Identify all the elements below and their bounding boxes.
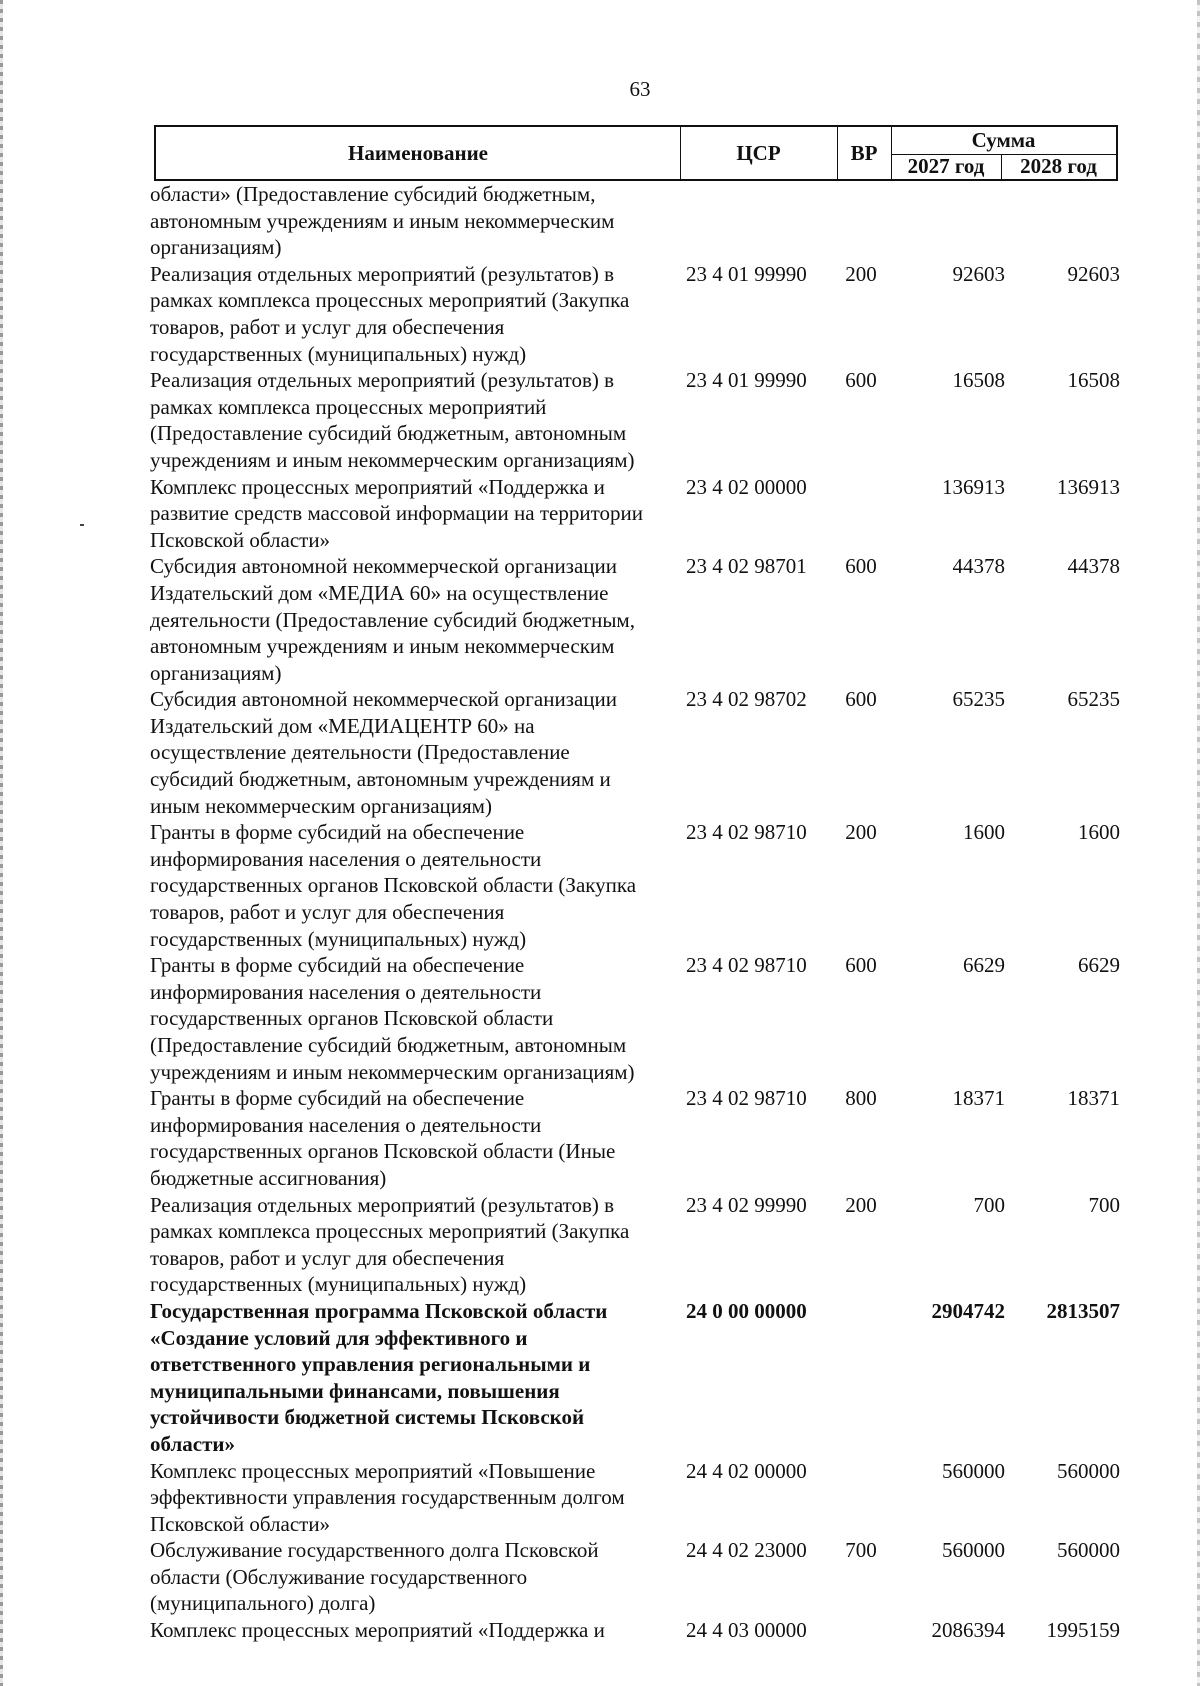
table-body [150, 181, 1120, 1644]
table-row [150, 553, 1120, 686]
row-sum-2027: 560000 [942, 1538, 1005, 1563]
header-vr: ВР [837, 127, 892, 179]
row-name-line: государственных (муниципальных) нужд) [150, 341, 527, 366]
row-name-line: Комплекс процессных мероприятий «Поддержка и [150, 1618, 605, 1643]
row-name-line: эффективности управления государственным долгом [150, 1485, 625, 1510]
row-name-line: бюджетные ассигнования) [150, 1165, 387, 1190]
row-name-line: государственных органов Псковской области (Закупка [150, 873, 637, 898]
row-sum-2028: 136913 [1057, 474, 1120, 499]
row-name [150, 553, 670, 686]
table-row [150, 952, 1120, 1085]
row-vr [836, 1617, 886, 1644]
row-name [150, 819, 670, 952]
row-name-line: Реализация отдельных мероприятий (результатов) в [150, 368, 615, 393]
row-name-line: товаров, работ и услуг для обеспечения [150, 1245, 505, 1270]
row-vr: 700 [845, 1538, 877, 1563]
row-name-line: рамках комплекса процессных мероприятий (Закупка [150, 1219, 630, 1244]
header-csr: ЦСР [680, 127, 838, 179]
row-sum-2027: 136913 [942, 474, 1005, 499]
table-header [154, 125, 1118, 181]
header-sum: Сумма [891, 127, 1116, 155]
table-row [150, 367, 1120, 473]
header-year-2027: 2027 год [891, 154, 1002, 179]
row-sum-2027: 92603 [952, 261, 1005, 286]
row-name-line: рамках комплекса процессных мероприятий [150, 394, 547, 419]
row-name-line: «Создание условий для эффективного и [150, 1325, 528, 1350]
row-name [150, 1192, 670, 1298]
row-name-line: иным некоммерческим организациям) [150, 793, 492, 818]
row-name-line: товаров, работ и услуг для обеспечения [150, 900, 505, 925]
row-csr: 23 4 01 99990 [686, 261, 807, 286]
row-vr: 600 [845, 368, 877, 393]
row-name [150, 952, 670, 1085]
row-name-line: деятельности (Предоставление субсидий бюджетным, [150, 607, 635, 632]
row-csr [670, 181, 836, 261]
row-csr: 23 4 02 98701 [686, 554, 807, 579]
row-name-line: автономным учреждениям и иным некоммерческим [150, 208, 615, 233]
row-name-line: организациям) [150, 235, 282, 260]
row-name [150, 181, 670, 261]
row-sum-2027: 6629 [963, 953, 1005, 978]
row-sum-2028: 92603 [1067, 261, 1120, 286]
row-name-line: Псковской области» [150, 527, 331, 552]
row-sum-2027: 2904742 [931, 1298, 1005, 1323]
row-name [150, 686, 670, 819]
row-name-line: Государственная программа Псковской области [150, 1298, 608, 1323]
row-name-line: Издательский дом «МЕДИАЦЕНТР 60» на [150, 713, 535, 738]
row-name-line: Гранты в форме субсидий на обеспечение [150, 953, 525, 978]
table-row [150, 819, 1120, 952]
table-row [150, 474, 1120, 554]
row-vr: 600 [845, 554, 877, 579]
row-name-line: устойчивости бюджетной системы Псковской [150, 1405, 585, 1430]
row-csr: 24 4 02 00000 [686, 1458, 807, 1483]
row-name-line: учреждениям и иным некоммерческим организациям) [150, 1059, 635, 1084]
row-vr: 600 [845, 953, 877, 978]
row-vr [836, 1298, 886, 1458]
row-name-line: ответственного управления региональными и [150, 1352, 591, 1377]
row-sum-2028: 44378 [1067, 554, 1120, 579]
row-sum-2028: 560000 [1057, 1538, 1120, 1563]
table-row [150, 1458, 1120, 1538]
row-name-line: государственных (муниципальных) нужд) [150, 926, 527, 951]
row-sum-2028: 700 [1088, 1192, 1120, 1217]
row-csr: 24 0 00 00000 [686, 1298, 807, 1323]
row-name [150, 1537, 670, 1617]
row-sum-2027: 1600 [963, 820, 1005, 845]
row-sum-2027: 2086394 [931, 1618, 1005, 1643]
row-name [150, 1298, 670, 1458]
row-name-line: (муниципального) долга) [150, 1591, 376, 1616]
row-name-line: Гранты в форме субсидий на обеспечение [150, 820, 525, 845]
row-name-line: осуществление деятельности (Предоставление [150, 740, 570, 765]
row-sum-2028: 1600 [1078, 820, 1120, 845]
row-name-line: Обслуживание государственного долга Псковской [150, 1538, 599, 1563]
table-row [150, 686, 1120, 819]
row-name [150, 1085, 670, 1191]
row-vr: 600 [845, 687, 877, 712]
row-sum-2028: 6629 [1078, 953, 1120, 978]
row-name [150, 1458, 670, 1538]
row-name [150, 474, 670, 554]
row-name-line: государственных (муниципальных) нужд) [150, 1272, 527, 1297]
row-sum-2027 [886, 181, 1005, 261]
row-csr: 23 4 02 98710 [686, 1086, 807, 1111]
row-name-line: (Предоставление субсидий бюджетным, автономным [150, 421, 627, 446]
row-name-line: Комплекс процессных мероприятий «Поддержка и [150, 474, 605, 499]
row-name-line: области (Обслуживание государственного [150, 1564, 528, 1589]
row-name-line: информирования населения о деятельности [150, 1112, 542, 1137]
row-name [150, 261, 670, 367]
row-csr: 23 4 02 98710 [686, 820, 807, 845]
table-row [150, 1085, 1120, 1191]
row-sum-2027: 16508 [952, 368, 1005, 393]
table-row [150, 1298, 1120, 1458]
table-row [150, 1617, 1120, 1644]
row-sum-2028: 18371 [1067, 1086, 1120, 1111]
table-row [150, 1192, 1120, 1298]
row-csr: 24 4 03 00000 [686, 1618, 807, 1643]
row-name-line: товаров, работ и услуг для обеспечения [150, 314, 505, 339]
row-sum-2028 [1005, 181, 1120, 261]
row-name-line: государственных органов Псковской области (Иные [150, 1139, 616, 1164]
table-row [150, 181, 1120, 261]
row-name-line: Псковской области» [150, 1511, 331, 1536]
row-name-line: Реализация отдельных мероприятий (результатов) в [150, 261, 615, 286]
row-name-line: государственных органов Псковской области [150, 1006, 554, 1031]
row-csr: 23 4 02 98702 [686, 687, 807, 712]
row-name-line: Издательский дом «МЕДИА 60» на осуществление [150, 580, 609, 605]
row-name [150, 367, 670, 473]
row-name-line: области» (Предоставление субсидий бюджетным, [150, 182, 596, 206]
row-sum-2027: 700 [973, 1192, 1005, 1217]
header-year-2028: 2028 год [1020, 154, 1097, 178]
row-sum-2027: 65235 [952, 687, 1005, 712]
row-sum-2028: 1995159 [1046, 1618, 1120, 1643]
row-name-line: развитие средств массовой информации на территории [150, 501, 643, 526]
row-vr: 200 [845, 1192, 877, 1217]
row-vr: 800 [845, 1086, 877, 1111]
row-name-line: муниципальными финансами, повышения [150, 1378, 560, 1403]
row-vr: 200 [845, 261, 877, 286]
row-name-line: Реализация отдельных мероприятий (результатов) в [150, 1192, 615, 1217]
header-name: Наименование [156, 127, 681, 179]
row-name-line: информирования населения о деятельности [150, 979, 542, 1004]
row-csr: 23 4 02 99990 [686, 1192, 807, 1217]
row-name-line: субсидий бюджетным, автономным учреждениям и [150, 767, 611, 792]
row-name-line: (Предоставление субсидий бюджетным, автономным [150, 1033, 627, 1057]
row-sum-2028: 65235 [1067, 687, 1120, 712]
row-name-line: рамках комплекса процессных мероприятий (Закупка [150, 288, 630, 313]
row-name-line: Субсидия автономной некоммерческой организации [150, 687, 618, 712]
row-sum-2028: 2813507 [1046, 1298, 1120, 1323]
row-vr [836, 1458, 886, 1538]
row-name-line: учреждениям и иным некоммерческим организациям) [150, 447, 635, 472]
row-name-line: области» [150, 1431, 235, 1456]
row-csr: 23 4 02 98710 [686, 953, 807, 978]
row-csr: 24 4 02 23000 [686, 1538, 807, 1563]
row-csr: 23 4 01 99990 [686, 368, 807, 393]
margin-mark [80, 524, 84, 526]
table-row [150, 1537, 1120, 1617]
scan-edge-left [0, 0, 3, 1686]
row-vr [836, 474, 886, 554]
row-name-line: автономным учреждениям и иным некоммерческим [150, 634, 615, 659]
row-vr: 200 [845, 820, 877, 845]
row-name-line: организациям) [150, 660, 282, 685]
row-sum-2027: 44378 [952, 554, 1005, 579]
row-name-line: Гранты в форме субсидий на обеспечение [150, 1086, 525, 1111]
row-name [150, 1617, 670, 1644]
row-sum-2027: 560000 [942, 1458, 1005, 1483]
table-row [150, 261, 1120, 367]
row-name-line: Субсидия автономной некоммерческой организации [150, 554, 618, 579]
page-number: 63 [629, 77, 651, 101]
row-csr: 23 4 02 00000 [686, 474, 807, 499]
row-sum-2028: 560000 [1057, 1458, 1120, 1483]
row-name-line: Комплекс процессных мероприятий «Повышение [150, 1458, 596, 1483]
row-sum-2027: 18371 [952, 1086, 1005, 1111]
row-sum-2028: 16508 [1067, 368, 1120, 393]
row-vr [836, 181, 886, 261]
row-name-line: информирования населения о деятельности [150, 846, 542, 871]
